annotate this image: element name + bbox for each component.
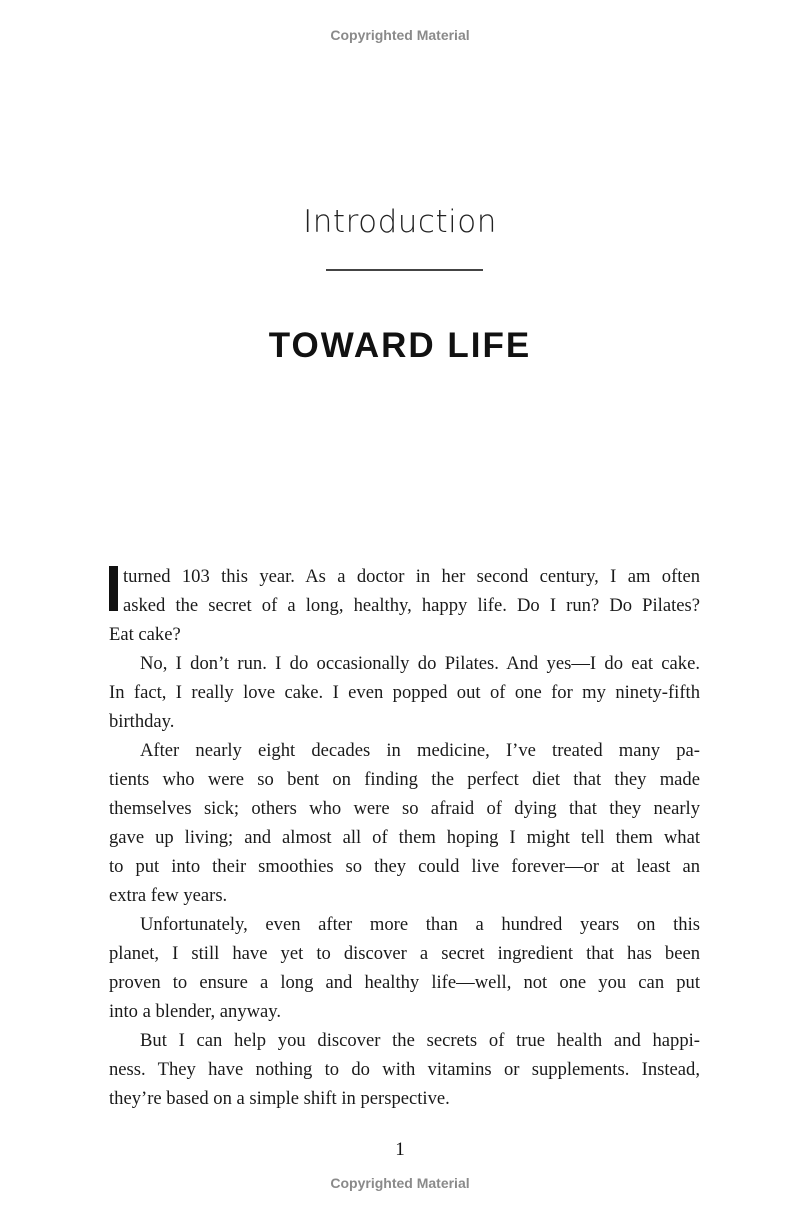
text-line: turned 103 this year. As a doctor in her second century, I am often: [123, 566, 700, 587]
text-line: gave up living; and almost all of them hoping I might tell them what: [109, 827, 700, 848]
text-line: planet, I still have yet to discover a secret ingredient that has been: [109, 943, 700, 964]
text-line: to put into their smoothies so they could live forever—or at least an: [109, 856, 700, 877]
text-line: tients who were so bent on finding the perfect diet that they made: [109, 769, 700, 790]
text-line: After nearly eight decades in medicine, I’ve treated many pa-: [140, 740, 700, 761]
text-line: themselves sick; others who were so afraid of dying that they nearly: [109, 798, 700, 819]
text-line: In fact, I really love cake. I even popped out of one for my ninety-fifth: [109, 682, 700, 703]
text-line: into a blender, anyway.: [109, 1001, 282, 1022]
text-line: birthday.: [109, 711, 175, 732]
chapter-title: TOWARD LIFE: [268, 326, 532, 365]
text-line: Unfortunately, even after more than a hundred years on this: [140, 914, 700, 935]
text-line: No, I don’t run. I do occasionally do Pilates. And yes—I do eat cake.: [140, 653, 700, 674]
page-number: 1: [395, 1139, 405, 1160]
text-line: proven to ensure a long and healthy life—well, not one you can put: [109, 972, 700, 993]
section-label: Introduction: [303, 204, 497, 240]
text-line: extra few years.: [109, 885, 228, 906]
body-text: [109, 562, 700, 1113]
text-line: Eat cake?: [109, 624, 181, 645]
text-line: they’re based on a simple shift in perspective.: [109, 1088, 450, 1109]
copyright-watermark-bottom: Copyrighted Material: [330, 1175, 470, 1191]
text-line: asked the secret of a long, healthy, happy life. Do I run? Do Pilates?: [123, 595, 700, 616]
title-divider: [326, 269, 483, 271]
text-line: But I can help you discover the secrets of true health and happi-: [140, 1030, 700, 1051]
copyright-watermark-top: Copyrighted Material: [330, 27, 470, 43]
text-line: ness. They have nothing to do with vitamins or supplements. Instead,: [109, 1059, 700, 1080]
